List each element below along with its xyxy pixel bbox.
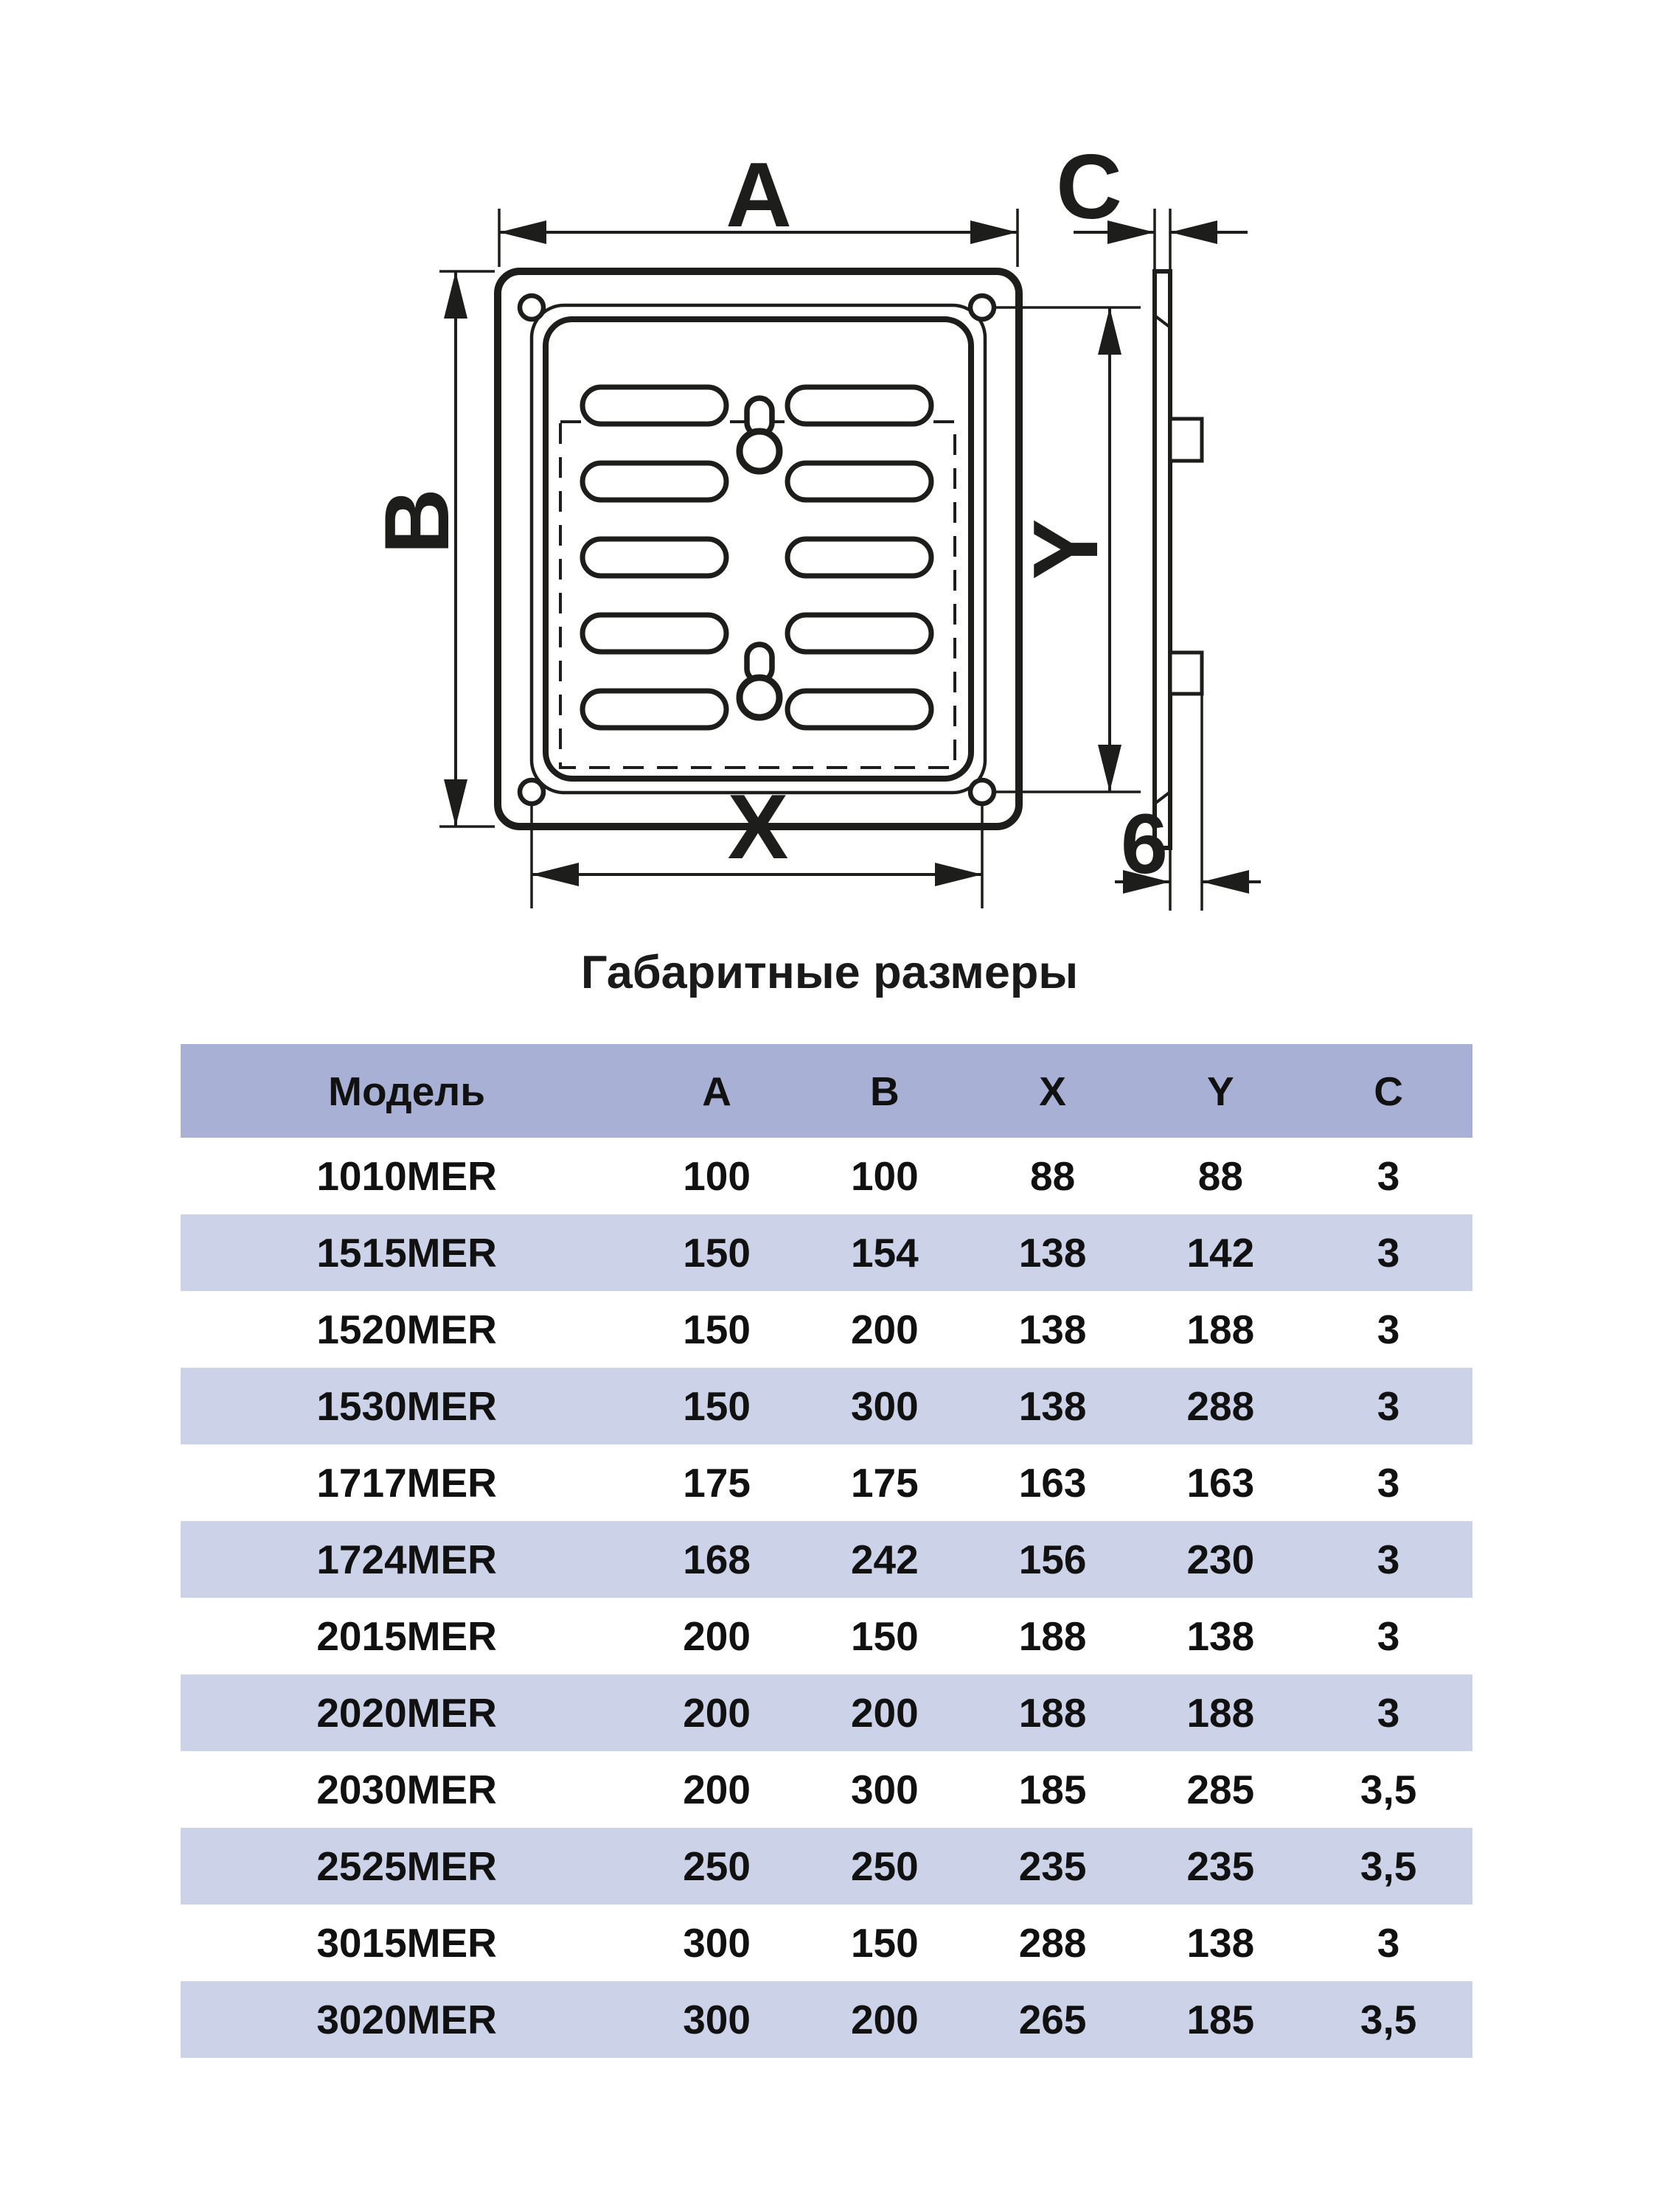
table-body — [181, 1138, 1472, 2058]
table-row — [181, 1598, 1472, 1674]
cell-b: 250 — [801, 1828, 969, 1905]
cell-x: 188 — [969, 1674, 1137, 1751]
cell-a: 250 — [633, 1828, 801, 1905]
table-row — [181, 1751, 1472, 1828]
cell-c: 3 — [1304, 1291, 1472, 1368]
cell-model: 3020MER — [181, 1981, 633, 2058]
cell-x: 188 — [969, 1598, 1137, 1674]
front-view — [498, 271, 1019, 827]
col-header-y: Y — [1136, 1044, 1304, 1138]
cell-c: 3 — [1304, 1521, 1472, 1598]
col-header-x: X — [969, 1044, 1137, 1138]
table-header-row — [181, 1044, 1472, 1138]
cell-x: 138 — [969, 1291, 1137, 1368]
dimensions-table — [181, 1044, 1472, 2058]
cell-x: 288 — [969, 1905, 1137, 1981]
cell-x: 235 — [969, 1828, 1137, 1905]
col-header-a: A — [633, 1044, 801, 1138]
cell-c: 3 — [1304, 1368, 1472, 1444]
cell-y: 138 — [1136, 1598, 1304, 1674]
page-title: Габаритные размеры — [580, 947, 1079, 998]
cell-y: 185 — [1136, 1981, 1304, 2058]
cell-y: 288 — [1136, 1368, 1304, 1444]
cell-model: 2015MER — [181, 1598, 633, 1674]
cell-b: 150 — [801, 1598, 969, 1674]
cell-model: 2020MER — [181, 1674, 633, 1751]
table-row — [181, 1521, 1472, 1598]
cell-c: 3 — [1304, 1214, 1472, 1291]
dim-label-c: C — [1056, 136, 1122, 238]
dim-label-b: B — [366, 488, 468, 554]
cell-c: 3,5 — [1304, 1981, 1472, 2058]
cell-b: 200 — [801, 1981, 969, 2058]
table-row — [181, 1138, 1472, 1214]
cell-a: 175 — [633, 1444, 801, 1521]
cell-model: 3015MER — [181, 1905, 633, 1981]
table-row — [181, 1444, 1472, 1521]
cell-model: 1520MER — [181, 1291, 633, 1368]
cell-x: 138 — [969, 1214, 1137, 1291]
table-row — [181, 1214, 1472, 1291]
cell-b: 242 — [801, 1521, 969, 1598]
col-header-c: C — [1304, 1044, 1472, 1138]
cell-a: 300 — [633, 1981, 801, 2058]
side-plate — [1155, 271, 1170, 848]
cell-model: 1010MER — [181, 1138, 633, 1214]
cell-y: 88 — [1136, 1138, 1304, 1214]
cell-y: 188 — [1136, 1291, 1304, 1368]
cell-model: 1724MER — [181, 1521, 633, 1598]
table-row — [181, 1291, 1472, 1368]
cell-a: 200 — [633, 1674, 801, 1751]
dim-label-6: 6 — [1121, 797, 1168, 891]
cell-model: 2030MER — [181, 1751, 633, 1828]
table-row — [181, 1828, 1472, 1905]
cell-a: 200 — [633, 1751, 801, 1828]
cell-b: 150 — [801, 1905, 969, 1981]
cell-c: 3 — [1304, 1905, 1472, 1981]
cell-b: 300 — [801, 1368, 969, 1444]
cell-c: 3 — [1304, 1674, 1472, 1751]
cell-y: 188 — [1136, 1674, 1304, 1751]
cell-c: 3 — [1304, 1444, 1472, 1521]
cell-model: 2525MER — [181, 1828, 633, 1905]
cell-x: 185 — [969, 1751, 1137, 1828]
cell-b: 100 — [801, 1138, 969, 1214]
side-tab-top — [1170, 419, 1202, 461]
keyhole-slot-bottom — [740, 644, 779, 717]
table-row — [181, 1674, 1472, 1751]
cell-b: 200 — [801, 1291, 969, 1368]
cell-model: 1717MER — [181, 1444, 633, 1521]
cell-b: 175 — [801, 1444, 969, 1521]
col-header-b: B — [801, 1044, 969, 1138]
cell-x: 138 — [969, 1368, 1137, 1444]
cell-x: 156 — [969, 1521, 1137, 1598]
cell-x: 265 — [969, 1981, 1137, 2058]
dimensions-table-grid — [181, 1044, 1472, 2058]
table-row — [181, 1905, 1472, 1981]
cell-c: 3 — [1304, 1598, 1472, 1674]
cell-a: 150 — [633, 1214, 801, 1291]
cell-a: 168 — [633, 1521, 801, 1598]
cell-a: 150 — [633, 1368, 801, 1444]
cell-a: 300 — [633, 1905, 801, 1981]
dimension-drawing — [0, 0, 1659, 944]
cell-x: 88 — [969, 1138, 1137, 1214]
dim-label-y: Y — [1015, 518, 1117, 580]
cell-y: 235 — [1136, 1828, 1304, 1905]
cell-model: 1530MER — [181, 1368, 633, 1444]
side-tab-bottom — [1170, 653, 1202, 694]
cell-b: 154 — [801, 1214, 969, 1291]
cell-c: 3,5 — [1304, 1828, 1472, 1905]
cell-model: 1515MER — [181, 1214, 633, 1291]
cell-a: 200 — [633, 1598, 801, 1674]
col-header-model: Модель — [181, 1044, 633, 1138]
cell-y: 138 — [1136, 1905, 1304, 1981]
cell-y: 163 — [1136, 1444, 1304, 1521]
cell-c: 3 — [1304, 1138, 1472, 1214]
dim-label-a: A — [726, 145, 792, 246]
cell-x: 163 — [969, 1444, 1137, 1521]
cell-b: 300 — [801, 1751, 969, 1828]
side-view — [1155, 271, 1202, 848]
table-row — [181, 1368, 1472, 1444]
cell-y: 142 — [1136, 1214, 1304, 1291]
cell-y: 285 — [1136, 1751, 1304, 1828]
cell-b: 200 — [801, 1674, 969, 1751]
cell-y: 230 — [1136, 1521, 1304, 1598]
dim-label-x: X — [727, 776, 789, 878]
cell-a: 150 — [633, 1291, 801, 1368]
grille-outer-frame — [498, 271, 1019, 827]
cell-a: 100 — [633, 1138, 801, 1214]
cell-c: 3,5 — [1304, 1751, 1472, 1828]
table-row — [181, 1981, 1472, 2058]
keyhole-slot-top — [740, 398, 779, 471]
